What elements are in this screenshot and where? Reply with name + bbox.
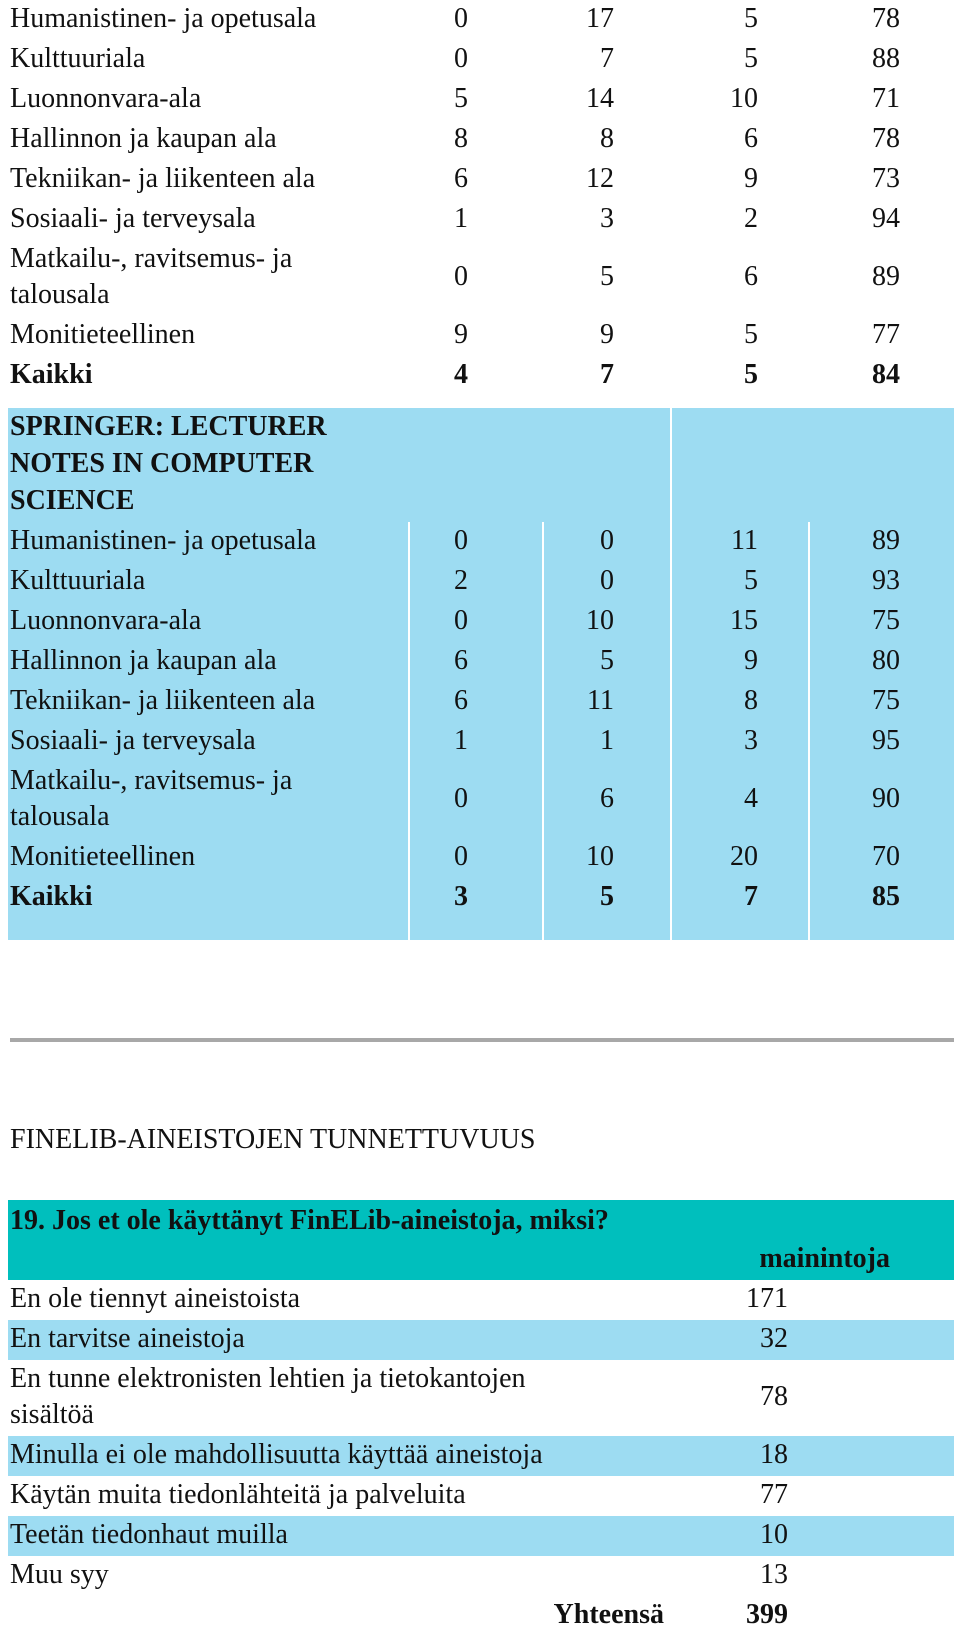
row-label-line1: En tunne elektronisten lehtien ja tietokantojen [10, 1363, 526, 1394]
row-value: 18 [760, 1439, 788, 1470]
row-value: 13 [760, 1559, 788, 1590]
cell-value: 5 [744, 359, 758, 390]
cell-value: 15 [730, 605, 758, 636]
table-row [8, 40, 954, 80]
row-label: Tekniikan- ja liikenteen ala [10, 163, 316, 194]
cell-value: 70 [872, 841, 900, 872]
cell-value: 95 [872, 725, 900, 756]
row-label: Monitieteellinen [10, 319, 196, 350]
table-row [8, 160, 954, 200]
cell-value: 3 [600, 203, 614, 234]
cell-value: 1 [600, 725, 614, 756]
row-label: Käytän muita tiedonlähteitä ja palveluita [10, 1479, 466, 1510]
table-row [8, 642, 954, 682]
table-row [8, 0, 954, 40]
cell-value: 5 [744, 319, 758, 350]
total-row [8, 1596, 954, 1636]
row-label: Kulttuuriala [10, 43, 146, 74]
cell-value: 94 [872, 203, 900, 234]
horizontal-divider [10, 1038, 954, 1042]
row-label-line2: talousala [10, 279, 110, 310]
column-header-mainintoja: mainintoja [759, 1243, 890, 1274]
cell-value: 90 [872, 783, 900, 814]
row-label: Humanistinen- ja opetusala [10, 3, 317, 34]
cell-value: 0 [454, 783, 468, 814]
row-label: En tarvitse aineistoja [10, 1323, 245, 1354]
heading-line1: SPRINGER: LECTURER [10, 411, 327, 442]
cell-value: 6 [744, 123, 758, 154]
table-row [8, 838, 954, 878]
cell-value: 0 [600, 525, 614, 556]
row-label: Kulttuuriala [10, 565, 146, 596]
cell-value: 93 [872, 565, 900, 596]
cell-value: 0 [600, 565, 614, 596]
question-text: 19. Jos et ole käyttänyt FinELib-aineistoja, miksi? [10, 1205, 609, 1236]
table-row [8, 562, 954, 602]
table-row [8, 762, 954, 838]
cell-value: 9 [600, 319, 614, 350]
cell-value: 0 [454, 605, 468, 636]
cell-value: 5 [744, 565, 758, 596]
total-value: 399 [746, 1599, 788, 1630]
cell-value: 84 [872, 359, 900, 390]
cell-value: 7 [744, 881, 758, 912]
cell-value: 5 [744, 3, 758, 34]
top-table [8, 0, 954, 396]
cell-value: 1 [454, 725, 468, 756]
list-item [8, 1280, 954, 1320]
row-label: Muu syy [10, 1559, 109, 1590]
cell-value: 71 [872, 83, 900, 114]
cell-value: 5 [600, 645, 614, 676]
cell-value: 8 [454, 123, 468, 154]
row-label-line2: sisältöä [10, 1399, 94, 1430]
cell-value: 20 [730, 841, 758, 872]
cell-value: 17 [586, 3, 614, 34]
table-row-total [8, 878, 954, 918]
row-label: En ole tiennyt aineistoista [10, 1283, 301, 1314]
cell-value: 89 [872, 525, 900, 556]
question-header [8, 1200, 954, 1280]
row-value: 78 [760, 1381, 788, 1412]
cell-value: 88 [872, 43, 900, 74]
row-label: Monitieteellinen [10, 841, 196, 872]
cell-value: 0 [454, 3, 468, 34]
table-row [8, 120, 954, 160]
table-row [8, 682, 954, 722]
finelib-table [8, 1200, 954, 1636]
cell-value: 6 [454, 645, 468, 676]
cell-value: 14 [586, 83, 614, 114]
cell-value: 9 [454, 319, 468, 350]
cell-value: 4 [744, 783, 758, 814]
row-label: Tekniikan- ja liikenteen ala [10, 685, 316, 716]
cell-value: 5 [744, 43, 758, 74]
cell-value: 80 [872, 645, 900, 676]
row-label: Hallinnon ja kaupan ala [10, 645, 277, 676]
row-label: Luonnonvara-ala [10, 605, 202, 636]
cell-value: 8 [744, 685, 758, 716]
table-row [8, 316, 954, 356]
table-row [8, 602, 954, 642]
springer-heading [8, 408, 954, 522]
cell-value: 9 [744, 163, 758, 194]
cell-value: 85 [872, 881, 900, 912]
cell-value: 3 [454, 881, 468, 912]
cell-value: 9 [744, 645, 758, 676]
cell-value: 11 [731, 525, 758, 556]
row-value: 10 [760, 1519, 788, 1550]
cell-value: 7 [600, 43, 614, 74]
row-label-line1: Matkailu-, ravitsemus- ja [10, 765, 293, 796]
row-label: Kaikki [10, 881, 93, 912]
cell-value: 75 [872, 685, 900, 716]
cell-value: 5 [454, 83, 468, 114]
row-label: Sosiaali- ja terveysala [10, 725, 256, 756]
table-row-total [8, 356, 954, 396]
cell-value: 6 [744, 261, 758, 292]
cell-value: 4 [454, 359, 468, 390]
table-row [8, 240, 954, 316]
cell-value: 1 [454, 203, 468, 234]
cell-value: 11 [587, 685, 614, 716]
cell-value: 73 [872, 163, 900, 194]
cell-value: 78 [872, 123, 900, 154]
row-label-line1: Matkailu-, ravitsemus- ja [10, 243, 293, 274]
cell-value: 89 [872, 261, 900, 292]
row-label: Minulla ei ole mahdollisuutta käyttää aineistoja [10, 1439, 543, 1470]
heading-line2: NOTES IN COMPUTER [10, 448, 314, 479]
cell-value: 0 [454, 525, 468, 556]
cell-value: 12 [586, 163, 614, 194]
cell-value: 2 [454, 565, 468, 596]
heading-line3: SCIENCE [10, 485, 135, 516]
cell-value: 0 [454, 43, 468, 74]
list-item [8, 1436, 954, 1476]
cell-value: 78 [872, 3, 900, 34]
list-item [8, 1320, 954, 1360]
table-row [8, 522, 954, 562]
cell-value: 0 [454, 261, 468, 292]
list-item [8, 1556, 954, 1596]
row-label: Kaikki [10, 359, 93, 390]
list-item [8, 1516, 954, 1556]
list-item [8, 1360, 954, 1436]
springer-table [8, 408, 954, 940]
cell-value: 10 [730, 83, 758, 114]
cell-value: 5 [600, 261, 614, 292]
row-label: Teetän tiedonhaut muilla [10, 1519, 288, 1550]
cell-value: 3 [744, 725, 758, 756]
row-label: Luonnonvara-ala [10, 83, 202, 114]
cell-value: 5 [600, 881, 614, 912]
row-value: 32 [760, 1323, 788, 1354]
row-value: 171 [746, 1283, 788, 1314]
row-label: Sosiaali- ja terveysala [10, 203, 256, 234]
cell-value: 75 [872, 605, 900, 636]
cell-value: 6 [454, 163, 468, 194]
total-label: Yhteensä [553, 1599, 664, 1630]
cell-value: 77 [872, 319, 900, 350]
table-row [8, 200, 954, 240]
row-label: Hallinnon ja kaupan ala [10, 123, 277, 154]
list-item [8, 1476, 954, 1516]
cell-value: 8 [600, 123, 614, 154]
cell-value: 10 [586, 841, 614, 872]
row-label-line2: talousala [10, 801, 110, 832]
cell-value: 0 [454, 841, 468, 872]
table-row [8, 80, 954, 120]
cell-value: 7 [600, 359, 614, 390]
table-row [8, 722, 954, 762]
row-label: Humanistinen- ja opetusala [10, 525, 317, 556]
cell-value: 10 [586, 605, 614, 636]
cell-value: 6 [600, 783, 614, 814]
row-value: 77 [760, 1479, 788, 1510]
section-title: FINELIB-AINEISTOJEN TUNNETTUVUUS [10, 1124, 536, 1155]
cell-value: 6 [454, 685, 468, 716]
cell-value: 2 [744, 203, 758, 234]
